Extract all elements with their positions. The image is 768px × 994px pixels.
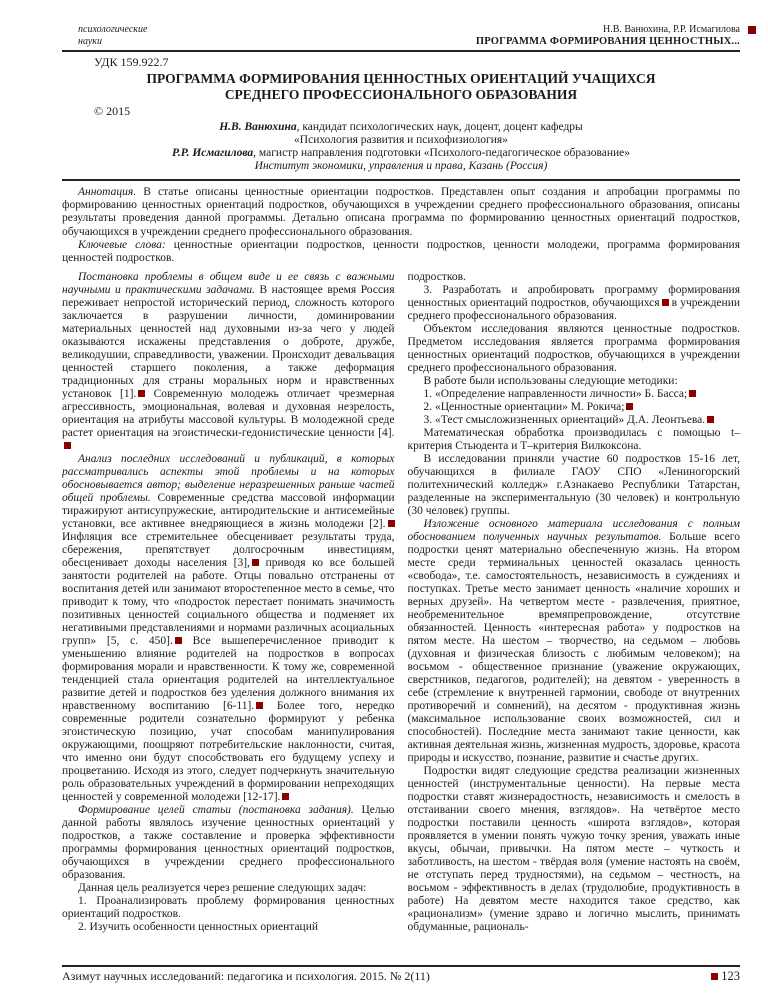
link-annotation-mark <box>252 559 259 566</box>
author-line <box>62 147 740 160</box>
right-column <box>408 271 741 969</box>
body-paragraph <box>408 375 741 388</box>
page-number <box>709 969 740 984</box>
running-head <box>476 24 740 47</box>
list-item-paragraph <box>408 401 741 414</box>
text-segment: Аннотация. <box>78 186 137 198</box>
left-column <box>62 271 395 969</box>
text-segment: Н.В. Ванюхина <box>219 121 297 133</box>
author-line <box>62 121 740 134</box>
text-segment: 2. «Ценностные ориентации» М. Рокича; <box>423 401 625 414</box>
text-segment: подростков. <box>407 271 466 284</box>
text-segment: , магистр направления подготовки «Психолого-педагогическое образование» <box>253 147 631 159</box>
text-segment: Более того, нередко современные родители сознательно формируют у ребенка эгоистическую позицию, учат способам манипулирования окружающими, поощряют потребительские наклонности, считая, что именно они будут способствовать его будущему успеху и процветанию. Исходя из этого, следует подчеркнуть значительную роль образовательных учреждений в формировании непреходящих ценностей у современной молодежи [12-17]. <box>62 700 395 804</box>
link-annotation-mark <box>282 793 289 800</box>
text-segment: 2. Изучить особенности ценностных ориентаций <box>78 921 319 934</box>
link-annotation-mark <box>711 973 718 980</box>
link-annotation-mark <box>707 416 714 423</box>
link-annotation-mark <box>748 26 756 34</box>
text-segment: Математическая обработка производилась с помощью t–критерия Стьюдента и Т–критерия Вилкоксона. <box>407 427 740 453</box>
list-item-paragraph <box>62 895 395 921</box>
body-paragraph <box>408 518 741 765</box>
text-segment: 1. Проанализировать проблему формирования ценностных ориентаций подростков. <box>62 895 395 921</box>
body-paragraph <box>408 323 741 375</box>
text-segment: Все вышеперечисленное приводит к уменьшению влияние родителей на подростков в вопросах формирования морали и нравственности. К тому же, современной тенденцией стала ориентация родителей на интеллектуальное развитие детей и подростков без уделения должного внимания их нравственному воспитанию [6-11]. <box>62 635 395 713</box>
text-segment: Объектом исследования являются ценностные подростков. Предметом исследования является программа формирования ценностных ориентаций подростков, обучающихся в учреждении среднего профессионального образования. <box>407 323 740 375</box>
udc-code: УДК 159.922.7 <box>94 55 169 69</box>
section-label-line2: науки <box>78 35 102 47</box>
list-item-paragraph <box>408 284 741 323</box>
author-line <box>62 134 740 147</box>
text-segment: Ключевые слова: <box>78 238 166 251</box>
text-segment: Современные средства массовой информации тиражируют антисупружеские, антиродительские и антисемейные установки, все активнее внедряющиеся в жизнь молодежи [2]. <box>62 492 395 531</box>
body-paragraph <box>62 271 395 453</box>
text-segment: Целью данной работы являлось изучение ценностных ориентаций у подростков, а также составление и проверка эффективности программы формирования ценностных ориентаций подростков, обучающихся в учреждении среднего профессионального образования. <box>62 804 395 882</box>
text-segment: В настоящее время Россия переживает непростой исторический период, сложность которого заключается в разрушении личности, доминировании материальных ценностей над духовными из-за чего у людей оказываются искажены представления о доброте, дружбе, великодушии, справедливости, уважении. Происходит девальвация ценностей старшего поколения, а также деформация традиционных для страны моральных норм и нравственных установок [1]. <box>62 284 395 401</box>
page-header <box>62 24 740 52</box>
text-segment: ценностные ориентации подростков, ценности подростков, ценности молодежи, программа формирования ценностей подростков. <box>62 238 740 265</box>
journal-name: Азимут научных исследований: педагогика и психология. 2015. № 2(11) <box>62 969 430 983</box>
link-annotation-mark <box>626 403 633 410</box>
body-paragraph <box>408 271 741 284</box>
text-segment: в учреждении среднего профессионального образования. <box>407 297 740 323</box>
link-annotation-mark <box>662 299 669 306</box>
article-title-line1: ПРОГРАММА ФОРМИРОВАНИЯ ЦЕННОСТНЫХ ОРИЕНТАЦИЙ УЧАЩИХСЯ <box>146 71 656 86</box>
text-segment: В работе были использованы следующие методики: <box>423 375 678 388</box>
affiliation-line <box>62 160 740 173</box>
text-segment: Изложение основного материала исследования с полным обоснованием полученных научных результатов. <box>407 518 740 544</box>
text-segment: Анализ последних исследований и публикаций, в которых рассматривались аспекты этой проблемы и на которых обосновывается автор; выделение неразрешенных раньше частей общей проблемы. <box>62 453 395 505</box>
running-authors: Н.В. Ванюхина, Р.Р. Исмагилова <box>602 24 740 35</box>
section-label-line1: психологические <box>78 24 148 35</box>
text-segment: приводя ко все большей занятости родителей на работе. Отцы повально отстранены от воспитания детей или занимают второстепенное место в семье, что приводит к тому, что «подросток перестает понимать значимость позитивных ценностей социального общества и подменяет их негативными представлениями и нормами различных асоциальных групп» [5, с. 450]. <box>62 557 395 648</box>
text-segment: 3. Разработать и апробировать программу формирования ценностных ориентаций подростков, обучающихся <box>407 284 740 310</box>
body-columns <box>62 271 740 969</box>
list-item-paragraph <box>62 921 395 934</box>
text-segment: Подростки видят следующие средства реализации жизненных ценностей (инструментальные ценности). На первые места подростки ставят жизнерадостность, независимость и смелость в отстаивании своего мнения, взглядов». На четвёртое место подростки поставили ценность «широта взглядов», которая проявляется в умении понять чужую точку зрения, уважать иные вкусы, обычаи, привычки. На пятом месте – чуткость и заботливость, на шестом - твёрдая воля (умение настоять на своём, не отступать перед трудностями), на седьмом – честность, на восьмом - эффективность в делах (трудолюбие, продуктивность в работе) На девятом месте находится такое средство, как «рационализм» (умение здраво и логично мыслить, принимать обдуманные, рациональ- <box>407 765 740 934</box>
body-paragraph <box>408 765 741 934</box>
text-segment: Формирование целей статьи (постановка задания). <box>78 804 354 817</box>
authors-block <box>62 121 740 181</box>
text-segment: Инфляция все стремительнее обесценивает результаты труда, сбережения, препятствует долгосрочным инвестициям, обесценивает доходы населения [3], <box>62 531 395 570</box>
text-segment: Институт экономики, управления и права, Казань (Россия) <box>254 160 548 172</box>
body-paragraph <box>62 804 395 882</box>
text-segment: Данная цель реализуется через решение следующих задач: <box>78 882 367 895</box>
article-title-line2: СРЕДНЕГО ПРОФЕССИОНАЛЬНОГО ОБРАЗОВАНИЯ <box>224 86 578 102</box>
list-item-paragraph <box>408 414 741 427</box>
text-segment: , кандидат психологических наук, доцент, доцент кафедры <box>296 121 583 133</box>
link-annotation-mark <box>175 637 182 644</box>
copyright-year: © 2015 <box>94 104 131 118</box>
text-segment: 3. «Тест смысложизненных ориентаций» Д.А. Леонтьева. <box>423 414 706 427</box>
list-item-paragraph <box>408 388 741 401</box>
text-segment: В статье описаны ценностные ориентации подростков. Представлен опыт создания и апробации программы по формированию ценностных ориентаций подростков, обучающихся в учреждении среднего профессионального образования, описаны результаты проведения данной программы. Детально описана программа по формированию ценностных ориентаций подростков, обучающихся в учреждении среднего профессионального образования. <box>62 186 740 238</box>
body-paragraph <box>62 453 395 804</box>
text-segment: Больше всего подростки ценят материально обеспеченную жизнь. На втором месте среди терминальных ценностей оказалась ценность «свобода», т.е. самостоятельность, независимость в суждениях и поступках. Третье место занимает ценность «наличие хороших и верных друзей». На четвертом месте - развлечения, приятное, необременительное времяпрепровождение, отсутствие обязанностей. Ценность «интересная работа» у подростков на пятом месте. На шестом – творчество, на седьмом – любовь (духовная и физическая близость с любимым человеком); на восьмом - общественное признание (уважение окружающих, сверстников, педагогов, родителей); на девятом - уверенность в себе (стремление к внутренней гармонии, свободе от внутренних противоречий и сомнений), на десятом - продуктивная жизнь (максимальное использование своих возможностей, сил и способностей). Последние места занимают такие ценности, как активная деятельная жизнь, жизненная мудрость, здоровье, красота природы и искусство, познание, развитие и счастье других. <box>407 531 740 765</box>
link-annotation-mark <box>388 520 395 527</box>
keywords-paragraph <box>62 239 740 265</box>
text-segment: «Психология развития и психофизиология» <box>294 134 508 146</box>
link-annotation-mark <box>689 390 696 397</box>
text-segment: В исследовании приняли участие 60 подростков 15-16 лет, обучающихся в филиале ГАОУ СПО «Лениногорский политехнический колледж» г.Азнакаево Республики Татарстан, разделенные на экспериментальную (30 человек) и контрольную (30 человек) группы. <box>407 453 740 518</box>
page-number-value: 123 <box>721 969 740 983</box>
body-paragraph <box>408 453 741 518</box>
section-label <box>62 24 147 47</box>
link-annotation-mark <box>64 442 71 449</box>
abstract-paragraph <box>62 186 740 239</box>
abstract-block <box>62 186 740 265</box>
page-footer <box>62 965 740 984</box>
running-title: ПРОГРАММА ФОРМИРОВАНИЯ ЦЕННОСТНЫХ... <box>475 35 740 47</box>
text-segment: Современную молодежь отличает чрезмерная агрессивность, эмоциональная, волевая и духовная незрелость, ориентация на атрибуты массовой культуры. В молодежной среде растет ориентация на эгоистически-гедонистические ценности [4]. <box>62 388 395 440</box>
body-paragraph <box>408 427 741 453</box>
text-segment: Постановка проблемы в общем виде и ее связь с важными научными и практическими задачами. <box>62 271 395 297</box>
article-title <box>62 71 740 102</box>
body-paragraph <box>62 882 395 895</box>
text-segment: 1. «Определение направленности личности» Б. Басса; <box>423 388 688 401</box>
text-segment: Р.Р. Исмагилова <box>171 147 254 159</box>
